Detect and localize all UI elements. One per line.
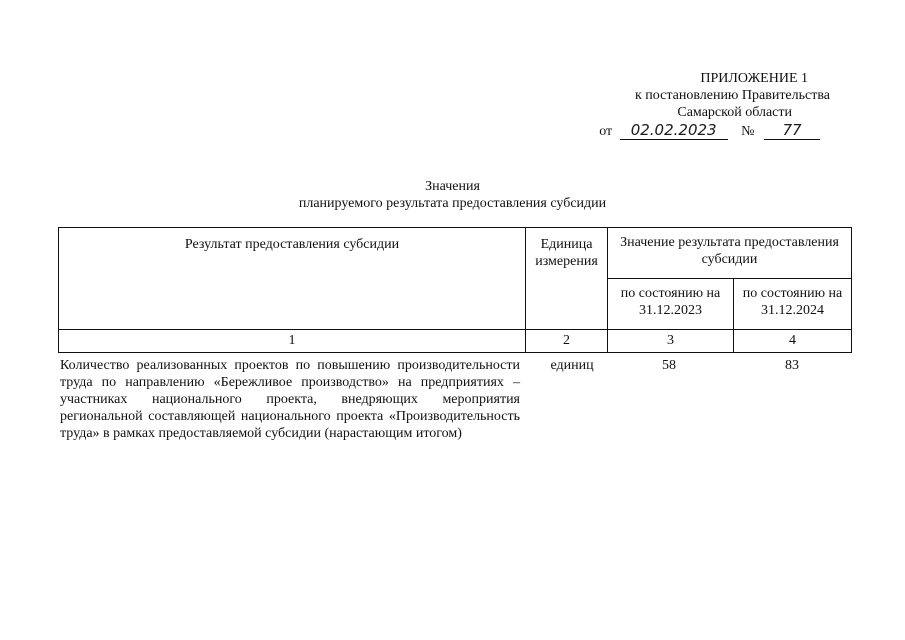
column-number-row — [59, 330, 852, 353]
appendix-block — [560, 70, 830, 140]
result-value-2023: 58 — [662, 358, 676, 373]
header-date-2023: по состоянию на 31.12.2023 — [608, 279, 734, 330]
result-value-2024: 83 — [785, 358, 799, 373]
document-title-line2: планируемого результата предоставления субсидии — [298, 196, 607, 211]
resolution-signature-line — [560, 122, 830, 140]
result-description: Количество реализованных проектов по повышению производительности труда по направлению «Бережливое производство» на предприятиях – участниках национального проекта, внедряющих мероприятия региональной составляющей национального проекта «Производительность труда» в рамках предоставляемой субсидии (нарастающим итогом) — [60, 358, 520, 441]
result-unit: единиц — [550, 358, 594, 373]
date-prefix: от — [599, 124, 613, 139]
appendix-subtitle-line2: Самарской области — [677, 105, 792, 120]
column-number: 3 — [608, 330, 734, 353]
document-title — [0, 178, 905, 212]
results-table — [58, 227, 852, 353]
header-result: Результат предоставления субсидии — [59, 228, 526, 330]
header-date-2024: по состоянию на 31.12.2024 — [734, 279, 852, 330]
handwritten-number: 77 — [764, 122, 820, 140]
column-number: 2 — [526, 330, 608, 353]
appendix-title: ПРИЛОЖЕНИЕ 1 — [700, 71, 808, 86]
header-unit: Единица измерения — [526, 228, 608, 330]
appendix-subtitle-line1: к постановлению Правительства — [634, 88, 830, 103]
document-title-line1: Значения — [425, 179, 480, 194]
column-number: 4 — [734, 330, 852, 353]
handwritten-date: 02.02.2023 — [620, 122, 728, 140]
table-header-row — [59, 228, 852, 279]
column-number: 1 — [59, 330, 526, 353]
header-value: Значение результата предоставления субсидии — [608, 228, 852, 279]
number-prefix: № — [741, 124, 755, 139]
